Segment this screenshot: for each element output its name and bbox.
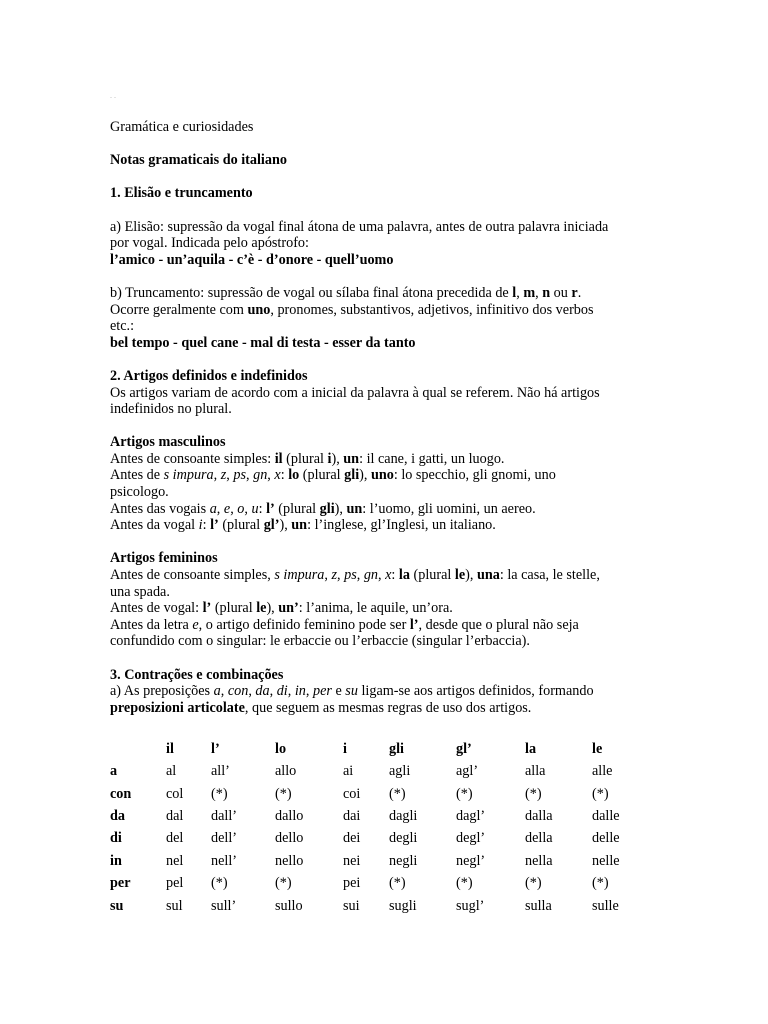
feminine-line-2: Antes de vogal: l’ (plural le), un’: l’anima, le aquile, un’ora.: [110, 600, 453, 617]
table-cell: nella: [525, 852, 553, 869]
section-3-line-2: preposizioni articolate, que seguem as mesmas regras de uso dos artigos.: [110, 699, 532, 716]
truncamento-line-3: etc.:: [110, 318, 135, 335]
elisao-examples: l’amico - un’aquila - c’è - d’onore - quell’uomo: [110, 251, 394, 268]
section-3-heading: 3. Contrações e combinações: [110, 666, 284, 683]
table-cell: della: [525, 830, 553, 847]
column-header: l’: [211, 740, 220, 757]
masculine-line-3: Antes das vogais a, e, o, u: l’ (plural gli), un: l’uomo, gli uomini, un aereo.: [110, 500, 536, 517]
table-cell: nell’: [211, 852, 237, 869]
table-row: [110, 872, 652, 894]
table-cell: degl’: [456, 830, 486, 847]
section-2-line-1: Os artigos variam de acordo com a inicial da palavra à qual se referem. Não há artigos: [110, 384, 600, 401]
masculine-line-2b: psicologo.: [110, 484, 169, 501]
table-cell: dall’: [211, 808, 237, 825]
document-body: [110, 119, 655, 716]
table-cell: (*): [275, 875, 292, 892]
section-2-heading: 2. Artigos definidos e indefinidos: [110, 367, 308, 384]
table-cell: negli: [389, 852, 418, 869]
table-cell: nei: [343, 852, 361, 869]
table-cell: sullo: [275, 897, 303, 914]
masculine-line-4: Antes da vogal i: l’ (plural gl’), un: l’inglese, gl’Inglesi, un italiano.: [110, 517, 496, 534]
table-cell: agl’: [456, 763, 479, 780]
corner-mark: . .: [110, 91, 116, 100]
row-label: da: [110, 808, 125, 825]
table-row: [110, 805, 652, 827]
table-cell: dell’: [211, 830, 237, 847]
table-cell: dai: [343, 808, 361, 825]
row-label: su: [110, 897, 124, 914]
row-label: in: [110, 852, 122, 869]
table-cell: (*): [389, 875, 406, 892]
feminine-line-3: Antes da letra e, o artigo definido feminino pode ser l’, desde que o plural não seja: [110, 616, 579, 633]
table-cell: all’: [211, 763, 230, 780]
table-cell: pel: [166, 875, 184, 892]
table-body: [110, 760, 652, 917]
row-label: per: [110, 875, 131, 892]
table-cell: degli: [389, 830, 418, 847]
preposizioni-articolate-table: [110, 738, 652, 917]
table-cell: dalla: [525, 808, 553, 825]
table-cell: (*): [389, 785, 406, 802]
table-cell: al: [166, 763, 177, 780]
column-header: il: [166, 740, 174, 757]
table-row: [110, 760, 652, 782]
column-header: gl’: [456, 740, 472, 757]
table-cell: sugli: [389, 897, 417, 914]
table-cell: alla: [525, 763, 546, 780]
table-row: [110, 850, 652, 872]
table-row: [110, 828, 652, 850]
table-cell: sugl’: [456, 897, 485, 914]
section-2-line-2: indefinidos no plural.: [110, 401, 232, 418]
table-cell: alle: [592, 763, 613, 780]
row-label: a: [110, 763, 118, 780]
column-header: la: [525, 740, 537, 757]
column-header: lo: [275, 740, 287, 757]
table-cell: (*): [456, 785, 473, 802]
table-cell: dei: [343, 830, 361, 847]
section-1-heading: 1. Elisão e truncamento: [110, 185, 253, 202]
table-cell: dagli: [389, 808, 418, 825]
column-header: gli: [389, 740, 404, 757]
table-cell: allo: [275, 763, 297, 780]
table-cell: ai: [343, 763, 354, 780]
row-label: di: [110, 830, 122, 847]
table-cell: sul: [166, 897, 183, 914]
table-cell: agli: [389, 763, 411, 780]
table-cell: (*): [525, 785, 542, 802]
table-cell: (*): [456, 875, 473, 892]
table-cell: sulle: [592, 897, 619, 914]
table-cell: coi: [343, 785, 361, 802]
table-corner-cell: [110, 738, 166, 760]
table-cell: dal: [166, 808, 184, 825]
feminine-line-4: confundido com o singular: le erbaccie ou l’erbaccie (singular l’erbaccia).: [110, 633, 530, 650]
feminine-heading: Artigos femininos: [110, 550, 218, 567]
table-cell: (*): [211, 875, 228, 892]
table-cell: dagl’: [456, 808, 486, 825]
page-title: Notas gramaticais do italiano: [110, 152, 287, 169]
table-cell: nello: [275, 852, 304, 869]
row-label: con: [110, 785, 132, 802]
page-header: Gramática e curiosidades: [110, 119, 254, 135]
masculine-line-2: Antes de s impura, z, ps, gn, x: lo (plural gli), uno: lo specchio, gli gnomi, uno: [110, 467, 556, 484]
section-3-line-1: a) As preposições a, con, da, di, in, per e su ligam-se aos artigos definidos, formando: [110, 683, 594, 700]
column-header: i: [343, 740, 347, 757]
table-cell: (*): [211, 785, 228, 802]
table-cell: nel: [166, 852, 184, 869]
table-cell: sull’: [211, 897, 237, 914]
table-cell: (*): [592, 785, 609, 802]
table-cell: negl’: [456, 852, 486, 869]
truncamento-line-1: b) Truncamento: supressão de vogal ou sílaba final átona precedida de l, m, n ou r.: [110, 284, 582, 301]
table-cell: nelle: [592, 852, 620, 869]
table-row: [110, 783, 652, 805]
table-cell: pei: [343, 875, 361, 892]
column-header: le: [592, 740, 603, 757]
elisao-line-2: por vogal. Indicada pelo apóstrofo:: [110, 235, 309, 252]
table-cell: col: [166, 785, 184, 802]
table-cell: (*): [592, 875, 609, 892]
table-cell: sulla: [525, 897, 552, 914]
table-cell: dalle: [592, 808, 620, 825]
truncamento-examples: bel tempo - quel cane - mal di testa - esser da tanto: [110, 334, 416, 351]
table-row: [110, 895, 652, 917]
table-cell: delle: [592, 830, 620, 847]
table-cell: dallo: [275, 808, 304, 825]
masculine-line-1: Antes de consoante simples: il (plural i), un: il cane, i gatti, un luogo.: [110, 450, 505, 467]
table-header-row: [110, 738, 652, 760]
feminine-line-1: Antes de consoante simples, s impura, z, ps, gn, x: la (plural le), una: la casa, le stelle,: [110, 567, 600, 584]
elisao-line-1: a) Elisão: supressão da vogal final átona de uma palavra, antes de outra palavra iniciada: [110, 218, 609, 235]
feminine-line-1b: una spada.: [110, 583, 170, 600]
table-cell: sui: [343, 897, 360, 914]
table-cell: (*): [275, 785, 292, 802]
truncamento-line-2: Ocorre geralmente com uno, pronomes, substantivos, adjetivos, infinitivo dos verbos: [110, 301, 594, 318]
table-cell: dello: [275, 830, 304, 847]
masculine-heading: Artigos masculinos: [110, 434, 226, 451]
table-cell: del: [166, 830, 184, 847]
table-cell: (*): [525, 875, 542, 892]
